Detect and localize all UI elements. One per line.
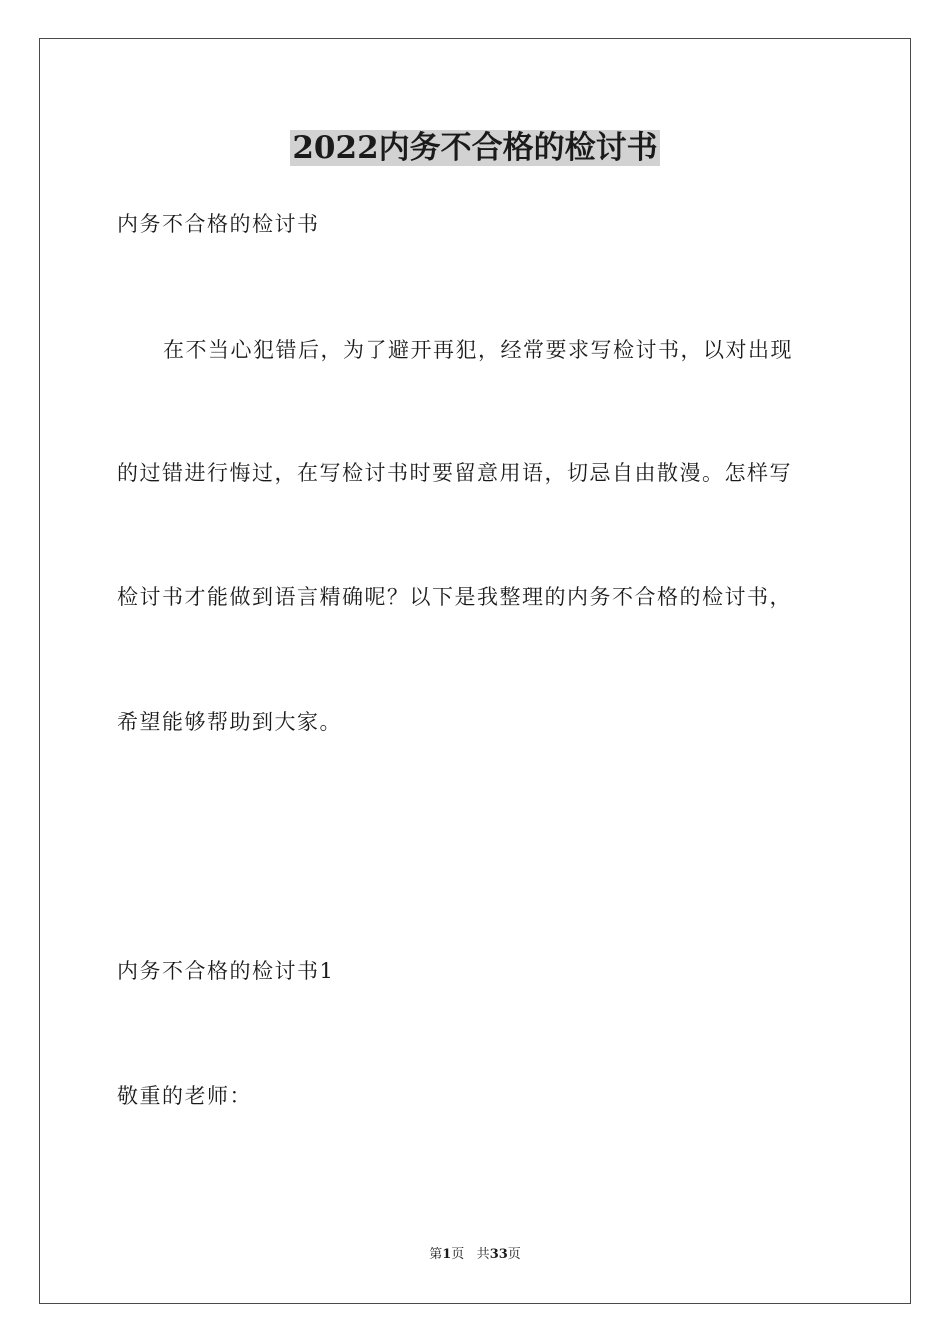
document-subtitle: 内务不合格的检讨书	[117, 212, 320, 236]
document-title	[0, 128, 950, 168]
document-title-text: 2022内务不合格的检讨书	[292, 130, 658, 166]
intro-line-1: 在不当心犯错后，为了避开再犯，经常要求写检讨书，以对出现	[163, 338, 793, 362]
footer-page-number: 1	[442, 1247, 452, 1262]
footer-page-suffix: 页	[451, 1247, 465, 1262]
footer-total-pages: 33	[489, 1247, 508, 1262]
page-footer	[0, 1246, 950, 1264]
intro-line-4: 希望能够帮助到大家。	[117, 710, 342, 734]
footer-total-prefix: 共	[476, 1247, 490, 1262]
salutation: 敬重的老师：	[117, 1084, 252, 1108]
intro-line-2: 的过错进行悔过，在写检讨书时要留意用语，切忌自由散漫。怎样写	[117, 461, 792, 485]
section-heading: 内务不合格的检讨书1	[117, 959, 335, 983]
footer-page-prefix: 第	[429, 1247, 443, 1262]
intro-line-3: 检讨书才能做到语言精确呢？以下是我整理的内务不合格的检讨书，	[117, 585, 792, 609]
footer-total-suffix: 页	[507, 1247, 521, 1262]
